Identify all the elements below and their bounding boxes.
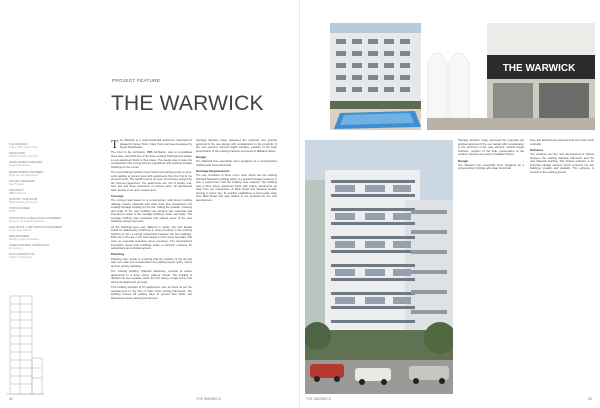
credit-entry: DEVELOPMENT PARTNERS Ryan van der Westhuizen (9, 170, 44, 177)
body-paragraph: lines and architectural elements that set in four parts vertically. (530, 139, 594, 146)
body-paragraph: Heritage Western Cape assessed the proposal and granted approval of the new design with consideration to the proximity of the new element, vertical height interface, position of the bulk, preservation of the existing mansion and views to Maitland Street. (458, 139, 524, 157)
body-paragraph: The Warwick has essentially been designed as a contemporary building with clean horizontal (196, 160, 277, 167)
article-column-3 (458, 139, 524, 173)
project-credits (9, 143, 67, 262)
drop-cap: T (111, 137, 119, 151)
credit-entry: STRUCTURAL & MECHANICAL ENGINEER Elyseum Consulting Engineers (9, 216, 61, 223)
credit-entry: PROJECT MANAGER Kap Projects (9, 179, 35, 186)
body-paragraph: The concept was based on a contemporary multi storey building utilising modern materials with clean lines that complement the existing heritage building on the site. Taking the position, massing and scale of the new building into account was essential and intended to relate to the heritage building's scale and mass. The heritage building was renovated and reflects some of the new building's design elements. (111, 199, 192, 224)
photo-entrance-signage (427, 23, 595, 130)
article-column-1 (111, 139, 192, 302)
body-paragraph: This building consists of 67 apartments over 12 floors as per the requirements of the City of Cape Town zoning framework. The building houses 68 parking bays at ground floor within two basements below natural ground level. (111, 286, 192, 300)
section-heading: Entrance (530, 147, 544, 152)
body-paragraph: The site consisted of three erven upon which sat the existing Warwick Mansions building which is a graded heritage resource. It was a requirement that the building was retained. The building was a three storey apartment block with twelve apartments set back from the intersection of Main Road and Wessels Roads, forming a corner site. Its position establishes a street-scale edge onto Main Road that was related to the proposal for the new development. (196, 174, 277, 202)
credit-entry: ARCHITECT BBB Architects (9, 188, 27, 196)
credit-entry: ELECTRICAL & WET SERVICES ENGINEER Leach & de Wet Inc (9, 225, 62, 232)
credit-entry: DEVELOPMENT MANAGER Spear Real Estate (9, 161, 43, 168)
section-heading: Design (196, 154, 207, 159)
photo-building-street (305, 140, 453, 394)
credit-entry: GREEN BUILDING CONSULTANT Emneering (9, 244, 50, 251)
credit-entry: QUANTITY SURVEYOR DCM Quantity Surveyors (9, 198, 38, 205)
running-footer: THE WARWICK (196, 397, 222, 401)
body-paragraph: The existing building, Warwick Mansions, consists of twelve apartments in a three storey walk-up format. The building is divided into two separate parts, the first being a single storey row and a two apartment per level. (111, 270, 192, 284)
credit-entry: FIRE ENGINEER Bowring Jeans Associates (9, 234, 40, 241)
body-paragraph: The Warwick has essentially been designed as a contemporary building with clean horizontal (458, 163, 524, 171)
body-paragraph: Heritage Western Cape assessed the proposal and granted approval of the new design with consideration to the proximity of the new element, vertical height interface, position of the bulk, preservation of the existing mansion and views to Maitland Street. (196, 139, 277, 153)
credit-entry: DEVELOPER Dislobi Property (Pty) Ltd (9, 152, 38, 159)
signage-text: THE WARWICK (502, 63, 576, 74)
credit-entry: TOWN PLANNER NPPF (9, 207, 30, 214)
photo-building-pool (330, 23, 421, 130)
article-column-2 (196, 139, 277, 204)
credit-entry: THE WARWICK Green Point, Cape Town (9, 143, 38, 150)
page-number: 83 (588, 397, 592, 401)
body-paragraph: The entrance into the new development is shared between the existing Warwick Mansions and the new Warwick building. This shared entrance is an important design element which connects the two buildings visually and spatially. This entrance is housed in the existing ground (530, 153, 594, 174)
page-title: THE WARWICK (111, 92, 264, 115)
body-paragraph: The new building consists of two basement parking levels, a semi-sunk parking at ground level with apartments from the first to the eleventh level. The twelfth level is an open roof terrace enjoyed by the 1st-level apartment. The apartments are mix of studio, one-bed, two and three bedrooms of various sizes. All apartments have access to an open terrace area. (111, 170, 192, 192)
article-column-4 (530, 139, 594, 176)
running-footer: THE WARWICK (306, 397, 332, 401)
feature-label: PROJECT FEATURE (112, 78, 161, 83)
right-page (300, 0, 600, 408)
body-paragraph: Planning was crucial to ensuring that the position of the lift and stair core take into consideration the parking layout, grids, ramps and the privacy setbacks. (111, 257, 192, 268)
section-heading: Heritage Requirements (196, 169, 230, 174)
section-heading: Planning (111, 252, 125, 257)
body-paragraph: The brief to the architects, BBB Architects, was to consolidate three sites, demolish two of the three existing buildings and design a new apartment block in their place. The design was to take into consideration the zoning scheme regulations and existing heritage buildings on the corner. (111, 151, 192, 169)
page-number: 82 (9, 397, 13, 401)
body-paragraph: As the buildings were very different in nature, the new façade would be deliberately positioned in close proximity to the existing building to form a strong relationship between the two buildings. Both are in the are in the best facade on the street boundary that were an essential seamless street presence. The development interaction views both buildings share a common entrance for pedestrians and vehicles access. (111, 225, 192, 251)
section-heading: Design (458, 158, 469, 163)
intro-paragraph: The Warwick is a multi-residential apartment development situated in Green Point, Cape Town and was developed by Spear Real Estate. (111, 137, 192, 151)
elevation-drawing (6, 288, 44, 398)
credit-entry: MAIN CONTRACTOR Subjet Construction (9, 253, 35, 260)
section-heading: Concept (111, 194, 124, 199)
